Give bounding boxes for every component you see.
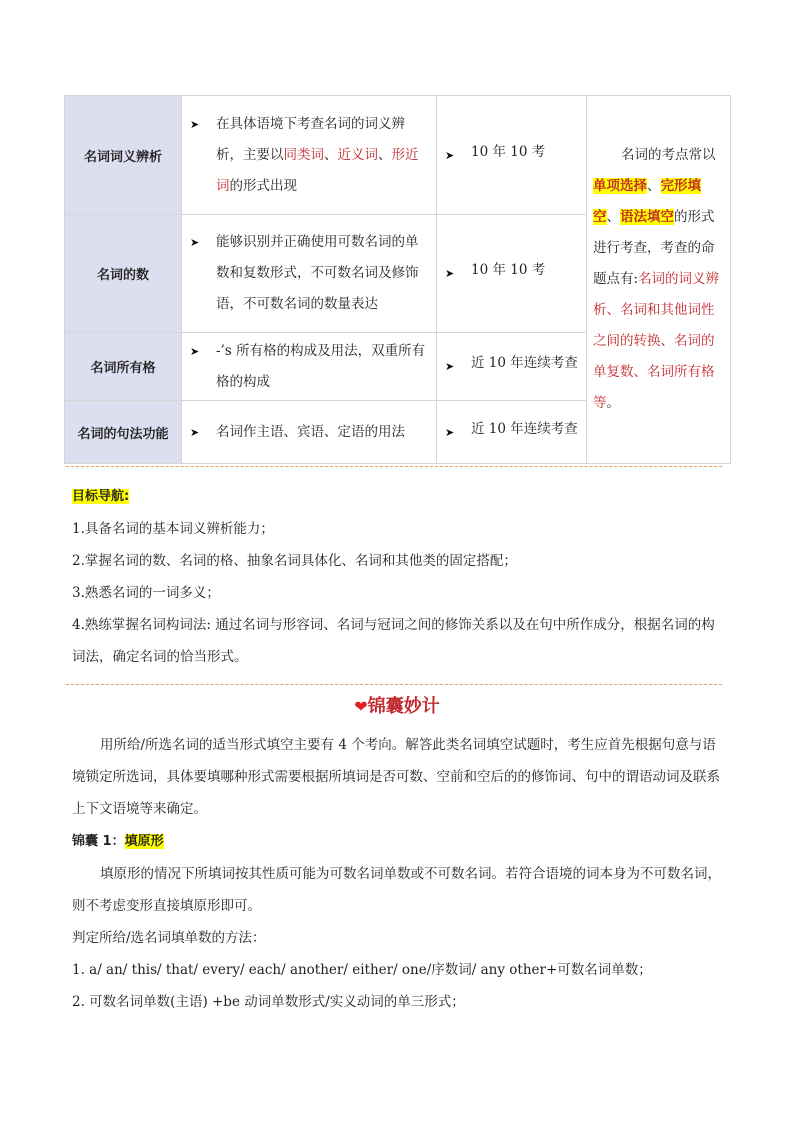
table-row	[65, 96, 731, 215]
exam-points-table	[64, 95, 731, 464]
goals-title: 目标导航:	[72, 489, 130, 504]
row-heading: 名词的句法功能	[65, 401, 182, 464]
section-body	[72, 729, 722, 1018]
goals-section	[72, 480, 722, 673]
arrow-bullet-icon: ➤	[445, 148, 455, 162]
goal-item: 2.掌握名词的数、名词的格、抽象名词具体化、名词和其他类的固定搭配；	[72, 553, 517, 569]
arrow-bullet-icon: ➤	[445, 267, 455, 280]
arrow-bullet-icon: ➤	[445, 360, 455, 373]
method-title: 判定所给/选名词填单数的方法：	[72, 930, 266, 946]
goal-item: 3.熟悉名词的一词多义；	[72, 585, 220, 601]
arrow-bullet-icon: ➤	[190, 344, 200, 358]
row-description: 能够识别并正确使用可数名词的单数和复数形式，不可数名词及修饰语，不可数名词的数量表达	[216, 234, 419, 312]
row-heading: 名词词义辨析	[65, 96, 182, 215]
arrow-bullet-icon: ➤	[445, 425, 455, 439]
heart-icon: ❤	[354, 697, 368, 716]
method-item: 1. a/ an/ this/ that/ every/ each/ another/ either/ one/序数词/ any other+可数名词单数；	[72, 962, 652, 978]
method-item: 2. 可数名词单数(主语) +be 动词单数形式/实义动词的单三形式；	[72, 994, 465, 1010]
row-description: -’s 所有格的构成及用法，双重所有格的构成	[216, 342, 426, 390]
row-heading: 名词的数	[65, 215, 182, 333]
goal-item: 4.熟练掌握名词构词法: 通过名词与形容词、名词与冠词之间的修饰关系以及在句中所作成分，根据名词的构词法，确定名词的恰当形式。	[72, 617, 715, 665]
row-description: 名词作主语、宾语、定语的用法	[216, 423, 405, 440]
row-description: 在具体语境下考查名词的词义辨析，主要以同类词、近义词、形近词的形式出现	[216, 115, 419, 194]
dashed-divider	[66, 466, 722, 467]
tip-title: 填原形	[124, 834, 164, 849]
arrow-bullet-icon: ➤	[190, 117, 200, 131]
goal-item: 1.具备名词的基本词义辨析能力；	[72, 521, 274, 537]
tip-label: 锦囊 1：	[72, 834, 125, 849]
row-heading: 名词所有格	[65, 333, 182, 401]
section-heading	[0, 692, 794, 718]
arrow-bullet-icon: ➤	[190, 236, 200, 249]
row-frequency: 10 年 10 考	[471, 143, 546, 160]
section-title: 锦囊妙计	[367, 696, 440, 717]
arrow-bullet-icon: ➤	[190, 425, 200, 439]
exam-note: 名词的考点常以单项选择、完形填空、语法填空的形式进行考查，考查的命题点有:名词的词义辨析、名词和其他词性之间的转换、名词的单复数、名词所有格等。	[587, 96, 731, 464]
tip-body: 填原形的情况下所填词按其性质可能为可数名词单数或不可数名词。若符合语境的词本身为不可数名词，则不考虑变形直接填原形即可。	[72, 866, 721, 914]
dashed-divider	[66, 684, 722, 685]
row-frequency: 10 年 10 考	[471, 262, 546, 278]
row-frequency: 近 10 年连续考查	[471, 420, 578, 437]
row-frequency: 近 10 年连续考查	[471, 355, 578, 371]
section-intro: 用所给/所选名词的适当形式填空主要有 4 个考向。解答此类名词填空试题时，考生应首先根据句意与语境锁定所选词，具体要填哪种形式需要根据所填词是否可数、空前和空后的的修饰词、句中的谓语动词及联系上下文语境等来确定。	[72, 737, 720, 817]
